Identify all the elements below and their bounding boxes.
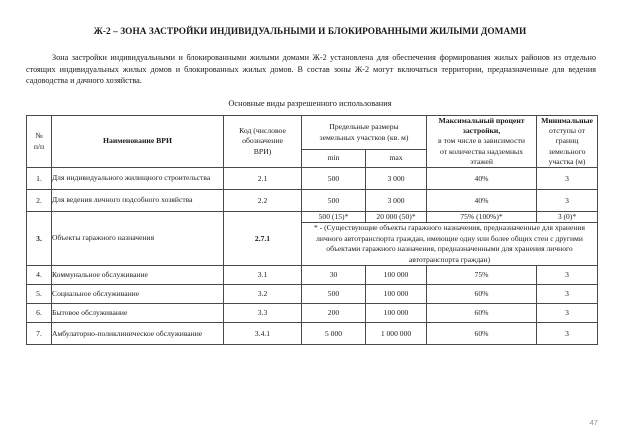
table-row [27, 212, 598, 223]
col-header-code-l1: Код (числовое [239, 126, 286, 136]
col-header-max: max [366, 150, 427, 168]
col-header-sizes-l2: земельных участков (кв. м) [319, 132, 409, 142]
cell-setback: 3 (0)* [537, 212, 598, 223]
col-header-min: min [302, 150, 366, 168]
cell-code: 2.7.1 [224, 212, 302, 266]
col-header-setback-l5: участка (м) [548, 156, 586, 166]
col-header-code-l2: обозначение [242, 136, 283, 146]
table-row [27, 266, 598, 285]
cell-min: 500 [302, 190, 366, 212]
page-title: Ж-2 – ЗОНА ЗАСТРОЙКИ ИНДИВИДУАЛЬНЫМИ И БЛОКИРОВАННЫМИ ЖИЛЫМИ ДОМАМИ [93, 27, 527, 37]
table-row [27, 323, 598, 345]
cell-footnote: * - (Существующие объекты гаражного назначения, предназначенные для хранения личного автотранспорта граждан, имеющие одну или более общих стен с другими объектами гаражного назначения, предназначенными для хранения личного автотранспорта граждан) [302, 223, 598, 266]
cell-number: 7. [27, 323, 52, 345]
intro-paragraph: Зона застройки индивидуальными и блокированными жилыми домами Ж-2 установлена для обеспечения формирования жилых районов из отдельно стоящих индивидуальных жилых домов и блокированных жилых домов. В состав зоны Ж-2 могут включаться территории, предназначенные для ведения садоводства и дачного хозяйства. [26, 53, 596, 86]
col-header-build-percent-l2: застройки, [462, 126, 501, 136]
col-header-sizes [302, 116, 427, 150]
cell-build-percent: 60% [427, 323, 537, 345]
col-header-build-percent-l4: от количества надземных [439, 146, 524, 156]
cell-min: 500 [302, 285, 366, 304]
col-header-setback-l1: Минимальные [541, 116, 593, 125]
cell-code: 3.4.1 [224, 323, 302, 345]
cell-name: Для индивидуального жилищного строительства [52, 168, 224, 190]
cell-name: Объекты гаражного назначения [52, 212, 224, 266]
cell-number: 1. [27, 168, 52, 190]
cell-number: 3. [27, 212, 52, 266]
cell-name: Амбулаторно-поликлиническое обслуживание [52, 323, 224, 345]
table-row [27, 285, 598, 304]
cell-build-percent: 40% [427, 168, 537, 190]
cell-number: 4. [27, 266, 52, 285]
cell-max: 100 000 [366, 266, 427, 285]
cell-code: 3.1 [224, 266, 302, 285]
col-header-setback-l3: границ [555, 136, 579, 146]
cell-number: 5. [27, 285, 52, 304]
cell-setback: 3 [537, 323, 598, 345]
cell-max: 100 000 [366, 285, 427, 304]
col-header-code-l3: ВРИ) [253, 146, 272, 156]
cell-min: 30 [302, 266, 366, 285]
cell-max: 20 000 (50)* [366, 212, 427, 223]
cell-min: 5 000 [302, 323, 366, 345]
cell-build-percent: 40% [427, 190, 537, 212]
cell-build-percent: 75% (100%)* [427, 212, 537, 223]
cell-max: 3 000 [366, 190, 427, 212]
table-header-row [27, 116, 598, 150]
cell-setback: 3 [537, 168, 598, 190]
col-header-build-percent-l5: этажей [470, 156, 493, 166]
cell-code: 2.2 [224, 190, 302, 212]
cell-name: Коммунальное обслуживание [52, 266, 224, 285]
cell-build-percent: 60% [427, 304, 537, 323]
permitted-use-table [26, 115, 598, 345]
cell-setback: 3 [537, 285, 598, 304]
cell-min: 500 [302, 168, 366, 190]
col-header-number-l2: п/п [33, 141, 45, 151]
cell-name: Для ведения личного подсобного хозяйства [52, 190, 224, 212]
page-number: 47 [589, 418, 598, 427]
table-head [27, 116, 598, 168]
cell-min: 200 [302, 304, 366, 323]
cell-code: 2.1 [224, 168, 302, 190]
cell-build-percent: 75% [427, 266, 537, 285]
cell-setback: 3 [537, 190, 598, 212]
col-header-build-percent-l3: в том числе в зависимости [438, 136, 525, 146]
col-header-setback [537, 116, 598, 168]
cell-number: 2. [27, 190, 52, 212]
col-header-code [224, 116, 302, 168]
table-body [27, 168, 598, 345]
table-row [27, 190, 598, 212]
col-header-number [27, 116, 52, 168]
permitted-use-table-wrapper [26, 115, 597, 345]
cell-setback: 3 [537, 304, 598, 323]
col-header-build-percent-l1: Максимальный процент [438, 116, 525, 125]
col-header-number-l1: № [35, 131, 43, 141]
col-header-setback-l4: земельного [548, 146, 586, 156]
cell-name: Бытовое обслуживание [52, 304, 224, 323]
cell-max: 1 000 000 [366, 323, 427, 345]
cell-max: 100 000 [366, 304, 427, 323]
table-row [27, 304, 598, 323]
col-header-name: Наименование ВРИ [52, 116, 224, 168]
cell-name: Социальное обслуживание [52, 285, 224, 304]
cell-build-percent: 60% [427, 285, 537, 304]
cell-min: 500 (15)* [302, 212, 366, 223]
cell-code: 3.3 [224, 304, 302, 323]
cell-code: 3.2 [224, 285, 302, 304]
col-header-setback-l2: отступы от [549, 126, 586, 136]
section-subtitle: Основные виды разрешенного использования [228, 99, 392, 108]
col-header-sizes-l1: Предельные размеры [329, 122, 399, 132]
col-header-build-percent [427, 116, 537, 168]
cell-setback: 3 [537, 266, 598, 285]
cell-number: 6. [27, 304, 52, 323]
table-row [27, 168, 598, 190]
cell-max: 3 000 [366, 168, 427, 190]
